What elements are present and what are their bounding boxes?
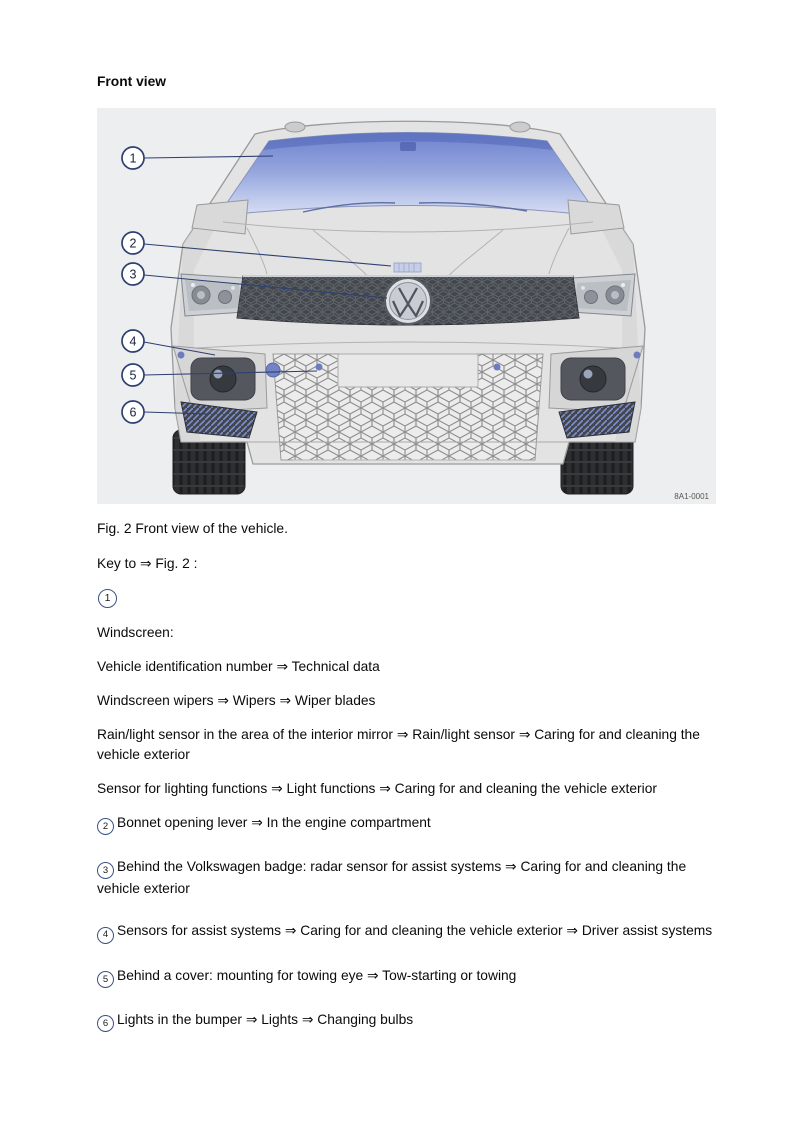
page-title: Front view (97, 74, 166, 89)
key-item-1-line-windscreen: Windscreen: (97, 624, 174, 640)
svg-text:3: 3 (129, 267, 137, 282)
callout-4 (122, 330, 144, 352)
key-item-2 (97, 813, 717, 835)
side-mirror-right (568, 200, 624, 234)
roof-rail-left (285, 122, 305, 132)
vw-badge (385, 278, 431, 324)
svg-text:6: 6 (129, 405, 137, 420)
key-item-5-text: Behind a cover: mounting for towing eye ⇒ Tow-starting or towing (117, 967, 517, 983)
roof-rail-right (510, 122, 530, 132)
key-item-3-text: Behind the Volkswagen badge: radar sensor for assist systems ⇒ Caring for and cleaning the vehicle exterior (97, 859, 687, 897)
key-badge-3: 3 (97, 862, 114, 879)
key-badge-6: 6 (97, 1015, 114, 1032)
key-item-6 (97, 1010, 717, 1032)
key-item-1-badge-row (98, 588, 717, 608)
headlight-right (571, 274, 635, 316)
callout-3 (122, 263, 144, 285)
windscreen (218, 133, 598, 217)
license-plate-holder (338, 354, 478, 387)
side-mirror-left (192, 200, 248, 234)
key-item-1-line-vin: Vehicle identification number ⇒ Technical data (97, 658, 380, 674)
key-badge-2: 2 (97, 818, 114, 835)
key-item-1-line-wipers: Windscreen wipers ⇒ Wipers ⇒ Wiper blades (97, 692, 376, 708)
svg-text:2: 2 (129, 236, 137, 251)
key-intro: Key to ⇒ Fig. 2 : (97, 556, 198, 571)
callout-5 (122, 364, 144, 386)
svg-text:1: 1 (129, 151, 137, 166)
key-item-1-line-rain-light-sensor: Rain/light sensor in the area of the interior mirror ⇒ Rain/light sensor ⇒ Caring for and cleaning the vehicle exterior (97, 726, 700, 762)
key-item-1-line-lighting-sensor: Sensor for lighting functions ⇒ Light functions ⇒ Caring for and cleaning the vehicle exterior (97, 780, 657, 796)
key-item-6-text: Lights in the bumper ⇒ Lights ⇒ Changing bulbs (117, 1011, 414, 1027)
figure-code: 8A1-0001 (674, 492, 709, 501)
key-item-2-text: Bonnet opening lever ⇒ In the engine compartment (117, 814, 431, 830)
figure-caption: Fig. 2 Front view of the vehicle. (97, 521, 288, 536)
headlight-left (181, 274, 245, 316)
key-item-4-text: Sensors for assist systems ⇒ Caring for and cleaning the vehicle exterior ⇒ Driver assist systems (117, 923, 713, 939)
bonnet-lever-vent (394, 263, 421, 272)
callout-2 (122, 232, 144, 254)
front-view-figure (97, 108, 716, 504)
callout-1 (122, 147, 144, 169)
interior-mirror (400, 142, 416, 151)
key-item-3 (97, 857, 717, 899)
towing-eye-cover (266, 363, 280, 377)
key-item-5 (97, 966, 717, 988)
key-item-4 (97, 921, 717, 943)
key-badge-5: 5 (97, 971, 114, 988)
svg-text:4: 4 (129, 334, 137, 349)
vehicle-front-illustration (97, 108, 716, 504)
callout-6 (122, 401, 144, 423)
key-badge-4: 4 (97, 927, 114, 944)
key-badge-1: 1 (98, 589, 117, 608)
svg-text:5: 5 (129, 368, 137, 383)
